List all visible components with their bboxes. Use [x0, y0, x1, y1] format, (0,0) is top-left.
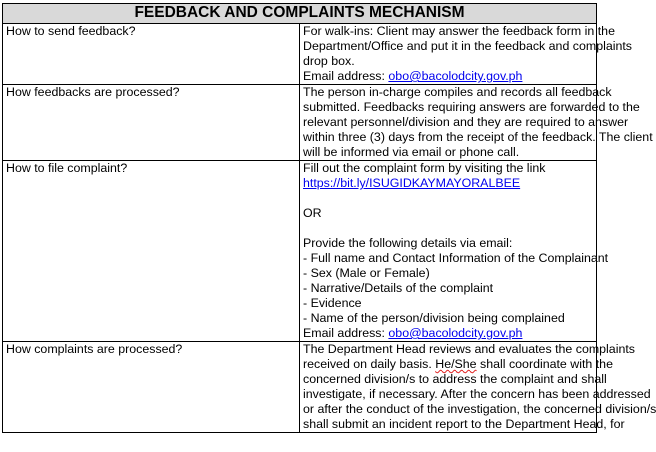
- blank-line: [303, 221, 594, 236]
- email-line: [303, 69, 594, 84]
- table-row-feedback-process: [3, 85, 597, 161]
- answer-line: drop box.: [303, 54, 355, 68]
- answer-line: shall submit an incident report to the Department Head, for: [303, 417, 625, 431]
- document-page: [2, 3, 656, 452]
- answer-line: The Department Head reviews and evaluates the complaints: [303, 342, 635, 356]
- feedback-complaints-table: [2, 3, 656, 433]
- answer-line: investigate, if necessary. After the concern has been addressed: [303, 387, 651, 401]
- answer-cell: [300, 161, 609, 342]
- list-item: - Name of the person/division being complained: [303, 311, 565, 325]
- title-row: [3, 4, 597, 24]
- spellcheck-flagged-word: He/She: [435, 357, 477, 371]
- email-label: Email address:: [303, 69, 389, 83]
- answer-line: submitted. Feedbacks requiring answers are forwarded to the: [303, 100, 640, 114]
- email-link[interactable]: obo@bacolodcity.gov.ph: [388, 69, 523, 83]
- answer-line: For walk-ins: Client may answer the feedback form in the: [303, 24, 615, 38]
- question-cell: How to send feedback?: [3, 24, 300, 85]
- table-row-file-complaint: [3, 161, 597, 342]
- answer-line: Department/Office and put it in the feedback and complaints: [303, 39, 633, 53]
- list-item: - Full name and Contact Information of the Complainant: [303, 251, 609, 265]
- complaint-form-link[interactable]: https://bit.ly/ISUGIDKAYMAYORALBEE: [303, 176, 521, 190]
- answer-line: or after the conduct of the investigation, the concerned division/s: [303, 402, 656, 416]
- answer-text: shall coordinate with the: [476, 357, 613, 371]
- or-text: OR: [303, 206, 322, 220]
- answer-line: will be informed via email or phone call.: [303, 145, 520, 159]
- question-cell: How feedbacks are processed?: [3, 85, 300, 161]
- answer-line: Fill out the complaint form by visiting the link: [303, 161, 546, 175]
- email-line: [303, 326, 594, 341]
- answer-cell: [300, 85, 653, 161]
- table-row-complaint-process: [3, 342, 597, 433]
- table-row-send-feedback: [3, 24, 597, 85]
- list-item: - Sex (Male or Female): [303, 266, 430, 280]
- answer-cell: [300, 342, 656, 433]
- answer-line: [303, 357, 613, 372]
- blank-line: [303, 191, 594, 206]
- answer-cell: [300, 24, 633, 85]
- answer-line: The person in-charge compiles and records all feedback: [303, 85, 612, 99]
- question-cell: How complaints are processed?: [3, 342, 300, 433]
- table-title: FEEDBACK AND COMPLAINTS MECHANISM: [3, 4, 597, 24]
- question-cell: How to file complaint?: [3, 161, 300, 342]
- details-intro: Provide the following details via email:: [303, 236, 513, 250]
- email-link[interactable]: obo@bacolodcity.gov.ph: [388, 326, 523, 340]
- answer-line: concerned division/s to address the complaint and shall: [303, 372, 607, 386]
- answer-line: relevant personnel/division and they are required to answer: [303, 115, 629, 129]
- list-item: - Evidence: [303, 296, 362, 310]
- list-item: - Narrative/Details of the complaint: [303, 281, 494, 295]
- email-label: Email address:: [303, 326, 389, 340]
- answer-text: received on daily basis.: [303, 357, 436, 371]
- answer-line: within three (3) days from the receipt of the feedback. The client: [303, 130, 653, 144]
